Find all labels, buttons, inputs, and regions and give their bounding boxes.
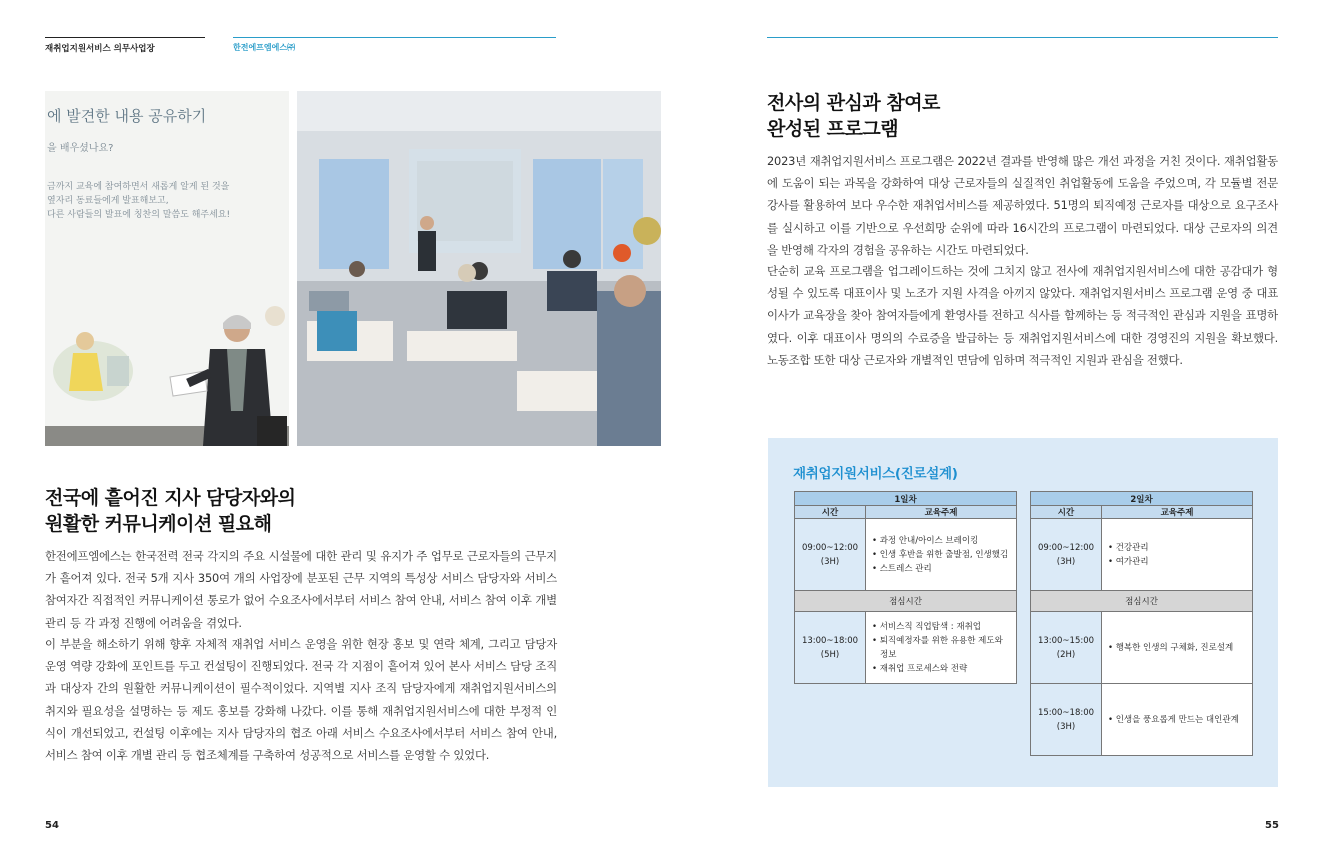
right-heading — [767, 90, 940, 142]
time-hours: (3H) — [1056, 721, 1076, 732]
topic-item: • 스트레스 관리 — [872, 563, 932, 574]
col-topic: 교육주제 — [1102, 506, 1253, 519]
time-hours: (5H) — [820, 649, 840, 660]
topic-item: • 인생 후반을 위한 출발점, 인생했김 — [872, 549, 1009, 560]
topic-item: • 퇴직예정자를 위한 유용한 제도와 — [872, 635, 1003, 646]
slide-title: 에 발견한 내용 공유하기 — [47, 107, 207, 125]
col-time: 시간 — [795, 506, 866, 519]
time-range: 09:00~12:00 — [1037, 542, 1095, 553]
time-hours: (3H) — [1056, 556, 1076, 567]
time-hours: (3H) — [820, 556, 840, 567]
company-name: 한전에프엠에스㈜ — [233, 43, 296, 52]
left-heading-line2: 원활한 커뮤니케이션 필요해 — [45, 513, 272, 535]
time-range: 15:00~18:00 — [1037, 707, 1095, 718]
left-heading — [45, 485, 295, 537]
schedule-panel — [768, 438, 1278, 787]
topic-item: • 서비스직 직업탐색 : 재취업 — [872, 621, 982, 632]
slide-line: 옆자리 동료들에게 발표해보고, — [47, 196, 169, 206]
topic-item: • 인생을 풍요롭게 만드는 대인관계 — [1108, 714, 1239, 725]
topic-item: 정보 — [880, 649, 897, 660]
left-heading-line1: 전국에 흩어진 지사 담당자와의 — [45, 487, 296, 509]
topic-item: • 재취업 프로세스와 전략 — [872, 663, 968, 674]
time-range: 09:00~12:00 — [801, 542, 859, 553]
topic-cell — [1102, 684, 1253, 756]
slide-line: 다른 사람들의 발표에 칭찬의 말씀도 해주세요! — [47, 210, 231, 220]
topic-item: • 여가관리 — [1108, 556, 1149, 567]
col-topic: 교육주제 — [866, 506, 1017, 519]
time-cell — [1031, 684, 1102, 756]
lunch-row: 점심시간 — [795, 591, 1017, 612]
photo-speaker-slide — [45, 91, 289, 446]
topic-item: • 행복한 인생의 구체화, 진로설계 — [1108, 642, 1234, 653]
topic-cell — [1102, 519, 1253, 591]
time-hours: (2H) — [1056, 649, 1076, 660]
header-rule-left — [45, 37, 205, 38]
schedule-day2-table — [1030, 491, 1253, 756]
time-cell — [795, 612, 866, 684]
lunch-row: 점심시간 — [1031, 591, 1253, 612]
right-paragraph-1: 2023년 재취업지원서비스 프로그램은 2022년 결과를 반영해 많은 개선 과정을 거친 것이다. 재취업활동에 도움이 되는 과목을 강화하여 대상 근로자들의 실질적인 취업활동에 도움을 주었으며, 각 모듈별 전문강사를 활용하여 보다 우수한 재취업서비스를 제공하였다. 51명의 퇴직예정 근로자를 대상으로 요구조사를 실시하고 이를 기반으로 우선희망 순위에 따라 16시간의 프로그램이 마련되었다. 대상 근로자의 의견을 반영해 각자의 경험을 공유하는 시간도 마련되었다. — [767, 154, 1278, 257]
page-number-right: 55 — [1265, 820, 1279, 831]
time-cell — [1031, 519, 1102, 591]
topic-item: • 과정 안내/아이스 브레이킹 — [872, 535, 979, 546]
photo-classroom — [297, 91, 661, 446]
topic-cell — [1102, 612, 1253, 684]
time-range: 13:00~15:00 — [1037, 635, 1095, 646]
right-paragraph-2: 단순히 교육 프로그램을 업그레이드하는 것에 그치지 않고 전사에 재취업지원서비스에 대한 공감대가 형성될 수 있도록 대표이사 및 노조가 지원 사격을 아끼지 않았다. 재취업지원서비스 프로그램 운영 중 대표이사가 교육장을 찾아 참여자들에게 환영사를 전하고 식사를 함께하는 등 적극적인 관심과 지원을 표명하였다. 이후 대표이사 명의의 수료증을 발급하는 등 재취업지원서비스에 대한 경영진의 지원을 확보했다. 노동조합 또한 대상 근로자와 개별적인 면담에 임하며 적극적인 지원과 관심을 전했다. — [767, 264, 1278, 367]
topic-cell — [866, 612, 1017, 684]
running-header: 재취업지원서비스 의무사업장 — [45, 44, 155, 54]
day1-label: 1일차 — [795, 492, 1017, 506]
time-range: 13:00~18:00 — [801, 635, 859, 646]
day2-label: 2일차 — [1031, 492, 1253, 506]
topic-cell — [866, 519, 1017, 591]
time-cell — [1031, 612, 1102, 684]
header-rule-brand — [233, 37, 556, 38]
slide-question: 을 배우셨나요? — [47, 143, 114, 154]
time-cell — [795, 519, 866, 591]
right-heading-line1: 전사의 관심과 참여로 — [767, 92, 940, 114]
left-paragraph-1: 한전에프엠에스는 한국전력 전국 각지의 주요 시설물에 대한 관리 및 유지가 주 업무로 근로자들의 근무지가 흩어져 있다. 전국 5개 지사 350여 개의 사업장에 분포된 근무 지역의 특성상 서비스 담당자와 서비스 참여자간 직접적인 커뮤니케이션 통로가 없어 수요조사에서부터 서비스 참여 안내, 서비스 참여 이후 개별 관리 등 각 과정 진행에 어려움을 겪었다. — [45, 549, 557, 630]
header-rule-right — [767, 37, 1278, 38]
right-heading-line2: 완성된 프로그램 — [767, 118, 899, 140]
slide-line: 금까지 교육에 참여하면서 새롭게 알게 된 것을 — [47, 182, 230, 192]
schedule-day1-table — [794, 491, 1017, 684]
col-time: 시간 — [1031, 506, 1102, 519]
page-number-left: 54 — [45, 820, 59, 831]
schedule-title: 재취업지원서비스(진로설계) — [793, 466, 958, 482]
left-paragraph-2: 이 부분을 해소하기 위해 향후 자체적 재취업 서비스 운영을 위한 현장 홍보 및 연락 체계, 그리고 담당자 운영 역량 강화에 포인트를 두고 컨설팅이 진행되었다. 전국 각 지점이 흩어져 있어 본사 서비스 담당 조직과 대상자 간의 원활한 커뮤니케이션이 필수적이었다. 지역별 지사 조직 담당자에게 재취업지원서비스의 취지와 필요성을 설명하는 등 제도 홍보를 강화해 나갔다. 이를 통해 재취업지원서비스에 대한 부정적 인식이 개선되었고, 컨설팅 이후에는 지사 담당자의 협조 아래 서비스 수요조사에서부터 서비스 참여 안내, 서비스 참여 이후 개별 관리 등 협조체계를 구축하여 성공적으로 서비스를 운영할 수 있었다. — [45, 637, 557, 763]
topic-item: • 건강관리 — [1108, 542, 1149, 553]
